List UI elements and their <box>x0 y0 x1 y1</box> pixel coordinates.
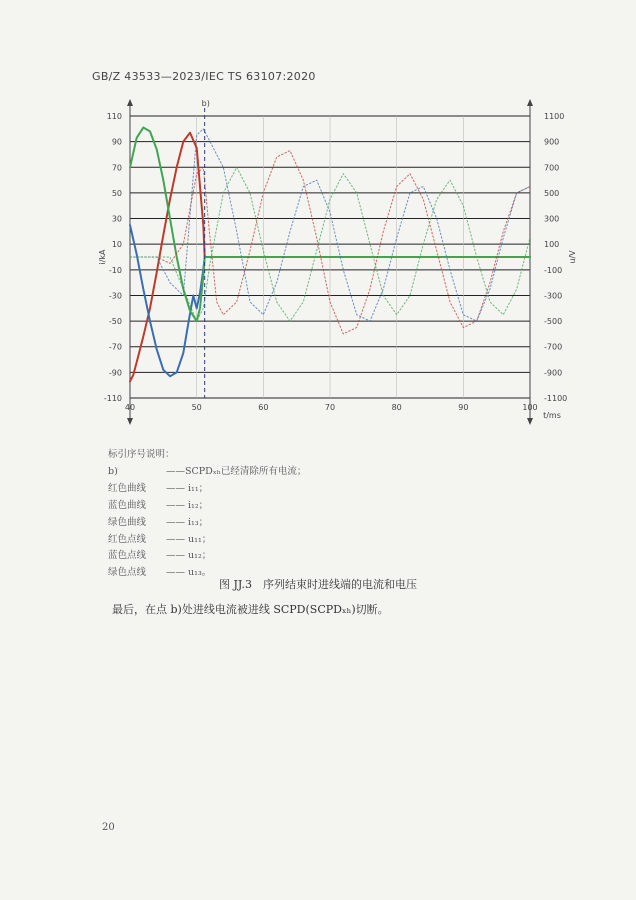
y-left-tick-label: 10 <box>111 240 122 250</box>
right-axis-arrow-down <box>527 418 533 425</box>
y-right-tick-label: 700 <box>544 163 560 173</box>
y-right-tick-label: -900 <box>544 368 563 378</box>
body-paragraph: 最后，在点 b)处进线电流被进线 SCPD(SCPDₓₕ)切断。 <box>112 603 389 616</box>
x-axis-label: t/ms <box>543 411 561 420</box>
y-right-tick-label: 300 <box>544 214 560 224</box>
x-tick-label: 60 <box>258 403 269 412</box>
legend-text: ——SCPDₓₕ已经清除所有电流； <box>166 465 307 477</box>
y-left-tick-label: -90 <box>108 368 122 378</box>
chart-annotations <box>202 99 210 398</box>
legend-item <box>108 515 306 532</box>
y-right-axis-label: u/V <box>568 250 577 264</box>
x-tick-label: 90 <box>458 403 469 412</box>
y-right-tick-label: -500 <box>544 317 563 327</box>
x-tick-label: 80 <box>391 403 402 412</box>
legend-text: —— i₁₃； <box>166 516 209 528</box>
y-right-tick-label: -100 <box>544 265 563 275</box>
legend-key: 红色点线 <box>108 533 147 545</box>
y-left-tick-label: -70 <box>108 342 122 352</box>
legend-key: b) <box>108 465 118 477</box>
legend-text: —— u₁₂； <box>166 550 212 562</box>
legend-text: —— u₁₁； <box>166 533 212 545</box>
y-left-tick-label: -110 <box>103 394 122 403</box>
annotation-label: b) <box>201 99 210 108</box>
figure-caption: 图 JJ.3 序列结束时进线端的电流和电压 <box>219 578 417 591</box>
left-axis-arrow-up <box>127 99 133 106</box>
y-left-tick-label: 70 <box>111 163 122 173</box>
y-right-tick-label: 500 <box>544 188 560 198</box>
y-left-tick-label: 90 <box>111 137 122 147</box>
legend-item <box>108 498 306 515</box>
legend-text: —— i₁₁； <box>166 482 209 494</box>
legend-item <box>108 548 306 565</box>
x-tick-label: 40 <box>124 403 136 412</box>
y-right-tick-label: 1100 <box>544 112 565 121</box>
x-tick-label: 70 <box>324 403 336 412</box>
y-left-tick-label: 50 <box>111 188 122 198</box>
right-axis-arrow-up <box>527 99 533 106</box>
legend-key: 绿色点线 <box>108 567 147 579</box>
x-tick-label: 50 <box>191 403 202 412</box>
legend-key: 蓝色曲线 <box>108 499 147 511</box>
legend-key: 红色曲线 <box>108 482 147 494</box>
standard-header: GB/Z 43533—2023/IEC TS 63107:2020 <box>92 70 316 83</box>
chart-tick-labels <box>98 112 577 420</box>
y-right-tick-label: 100 <box>544 240 560 250</box>
legend-item <box>108 481 306 498</box>
legend-block <box>108 447 306 582</box>
y-right-tick-label: 900 <box>544 137 560 147</box>
page-number: 20 <box>102 822 115 833</box>
legend-item <box>108 532 306 549</box>
y-left-axis-label: i/kA <box>98 249 107 265</box>
legend-text: —— u₁₃。 <box>166 567 212 579</box>
y-right-tick-label: -1100 <box>544 394 568 403</box>
y-left-tick-label: 110 <box>106 112 122 121</box>
y-left-tick-label: -30 <box>108 291 122 301</box>
y-left-tick-label: -10 <box>108 265 122 275</box>
legend-key: 蓝色点线 <box>108 550 147 562</box>
legend-key: 绿色曲线 <box>108 516 147 528</box>
x-tick-label: 100 <box>522 403 538 412</box>
left-axis-arrow-down <box>127 418 133 425</box>
legend-text: —— i₁₂； <box>166 499 209 511</box>
y-right-tick-label: -700 <box>544 342 563 352</box>
y-left-tick-label: -50 <box>108 317 122 327</box>
y-left-tick-label: 30 <box>111 214 122 224</box>
legend-item <box>108 464 306 481</box>
y-right-tick-label: -300 <box>544 291 563 301</box>
legend-title: 标引序号说明： <box>108 449 175 460</box>
